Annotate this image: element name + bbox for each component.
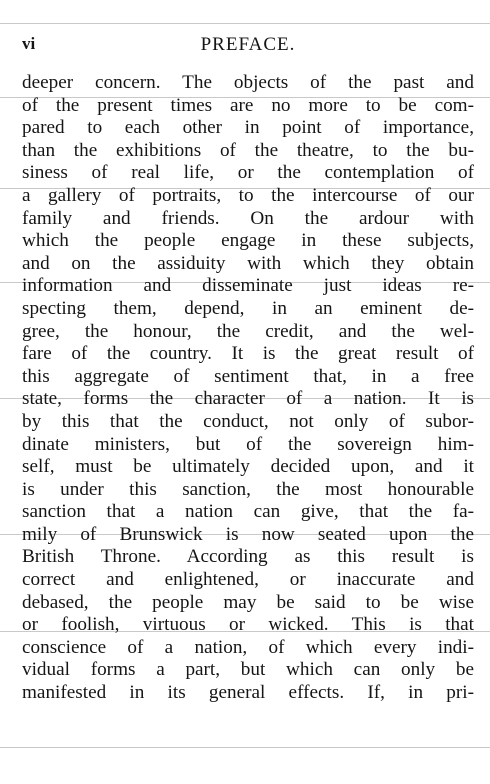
text-line: mily of Brunswick is now seated upon the	[22, 523, 474, 545]
show-through-rule	[0, 23, 490, 24]
show-through-rule	[0, 747, 490, 748]
text-line: a gallery of portraits, to the intercourse of our	[22, 184, 474, 206]
text-line: deeper concern. The objects of the past and	[22, 72, 474, 93]
text-line: is under this sanction, the most honourable	[22, 478, 474, 500]
text-line: specting them, depend, in an eminent de-	[22, 297, 474, 319]
text-line: or foolish, virtuous or wicked. This is that	[22, 614, 474, 636]
text-line: state, forms the character of a nation. It is	[22, 388, 474, 410]
text-line: debased, the people may be said to be wise	[22, 591, 474, 613]
text-line: British Throne. According as this result is	[22, 546, 474, 568]
text-line: this aggregate of sentiment that, in a free	[22, 365, 474, 387]
text-line: family and friends. On the ardour with	[22, 207, 474, 229]
text-line: of the present times are no more to be com-	[22, 94, 474, 116]
text-line: gree, the honour, the credit, and the wel-	[22, 320, 474, 342]
text-line: dinate ministers, but of the sovereign him-	[22, 433, 474, 455]
running-head	[22, 34, 474, 56]
text-line: sanction that a nation can give, that the fa-	[22, 501, 474, 523]
text-line: information and disseminate just ideas re-	[22, 275, 474, 297]
text-line: vidual forms a part, but which can only be	[22, 659, 474, 681]
text-line: and on the assiduity with which they obtain	[22, 252, 474, 274]
text-line: siness of real life, or the contemplation of	[22, 162, 474, 184]
text-line: fare of the country. It is the great result of	[22, 343, 474, 365]
page-number: vi	[22, 34, 36, 53]
text-line: which the people engage in these subjects,	[22, 230, 474, 252]
body-text	[22, 72, 474, 705]
text-line: pared to each other in point of importance,	[22, 117, 474, 139]
text-line: correct and enlightened, or inaccurate and	[22, 569, 474, 591]
text-line: conscience of a nation, of which every indi-	[22, 636, 474, 658]
running-title: PREFACE.	[200, 34, 296, 55]
text-line: than the exhibitions of the theatre, to the bu-	[22, 139, 474, 161]
text-line: self, must be ultimately decided upon, and it	[22, 456, 474, 478]
text-line: manifested in its general effects. If, in pri-	[22, 682, 474, 704]
text-line: by this that the conduct, not only of subor-	[22, 410, 474, 432]
